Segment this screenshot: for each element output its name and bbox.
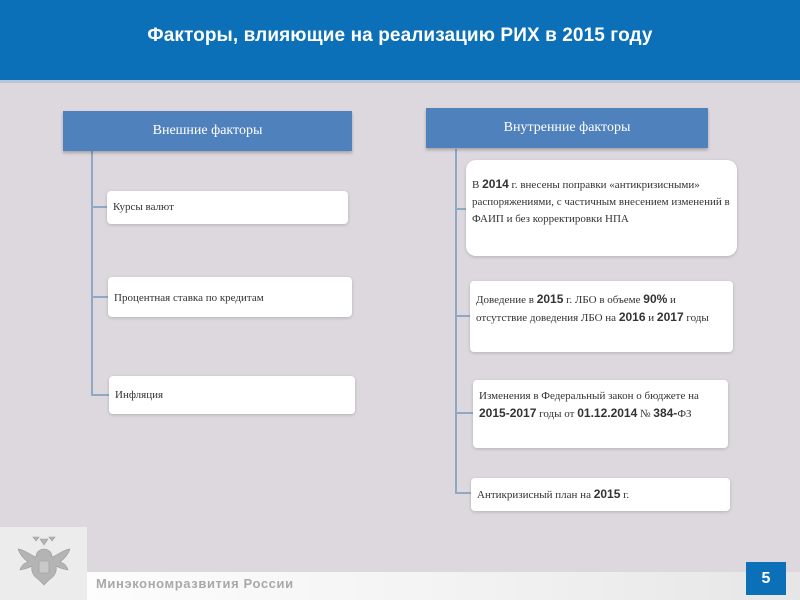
page-number-label: 5 (761, 569, 771, 587)
page-title: Факторы, влияющие на реализацию РИХ в 2015 году (147, 25, 653, 46)
external-factor-card (109, 376, 355, 414)
external-connector-3 (91, 394, 109, 396)
internal-connector-vertical (455, 149, 457, 494)
internal-connector-2 (455, 315, 470, 317)
external-connector-1 (91, 206, 107, 208)
external-connector-2 (91, 296, 108, 298)
internal-connector-4 (455, 492, 471, 494)
page-number (746, 562, 786, 595)
external-factor-card (107, 191, 348, 224)
internal-factor-label: Доведение в 2015 г. ЛБО в объеме 90% и отсутствие доведения ЛБО на 2016 и 2017 годы (476, 292, 709, 324)
external-connector-vertical (91, 150, 93, 396)
external-factors-header (63, 111, 352, 151)
internal-factors-header (426, 108, 708, 148)
internal-factor-card (466, 160, 737, 256)
internal-factor-card (471, 478, 730, 511)
external-factor-label: Курсы валют (113, 201, 174, 213)
internal-factors-title: Внутренние факторы (503, 120, 631, 135)
internal-factor-label: В 2014 г. внесены поправки «антикризисными» распоряжениями, с частичным внесением изменений в ФАИП и без корректировки НПА (472, 177, 730, 225)
internal-factor-card (473, 380, 728, 448)
external-factor-card (108, 277, 352, 317)
external-factor-label: Процентная ставка по кредитам (114, 292, 264, 304)
russian-coat-of-arms-icon (14, 531, 74, 596)
external-factors-title: Внешние факторы (152, 123, 263, 138)
emblem-panel (0, 527, 87, 600)
external-factor-label: Инфляция (115, 388, 164, 401)
internal-factor-label: Изменения в Федеральный закон о бюджете на 2015-2017 годы от 01.12.2014 № 384-ФЗ (479, 390, 699, 420)
ministry-name: Минэкономразвития России (96, 576, 294, 591)
internal-factor-label: Антикризисный план на 2015 г. (477, 486, 630, 501)
internal-connector-3 (455, 412, 473, 414)
header-divider (0, 80, 800, 83)
internal-factor-card (470, 281, 733, 352)
